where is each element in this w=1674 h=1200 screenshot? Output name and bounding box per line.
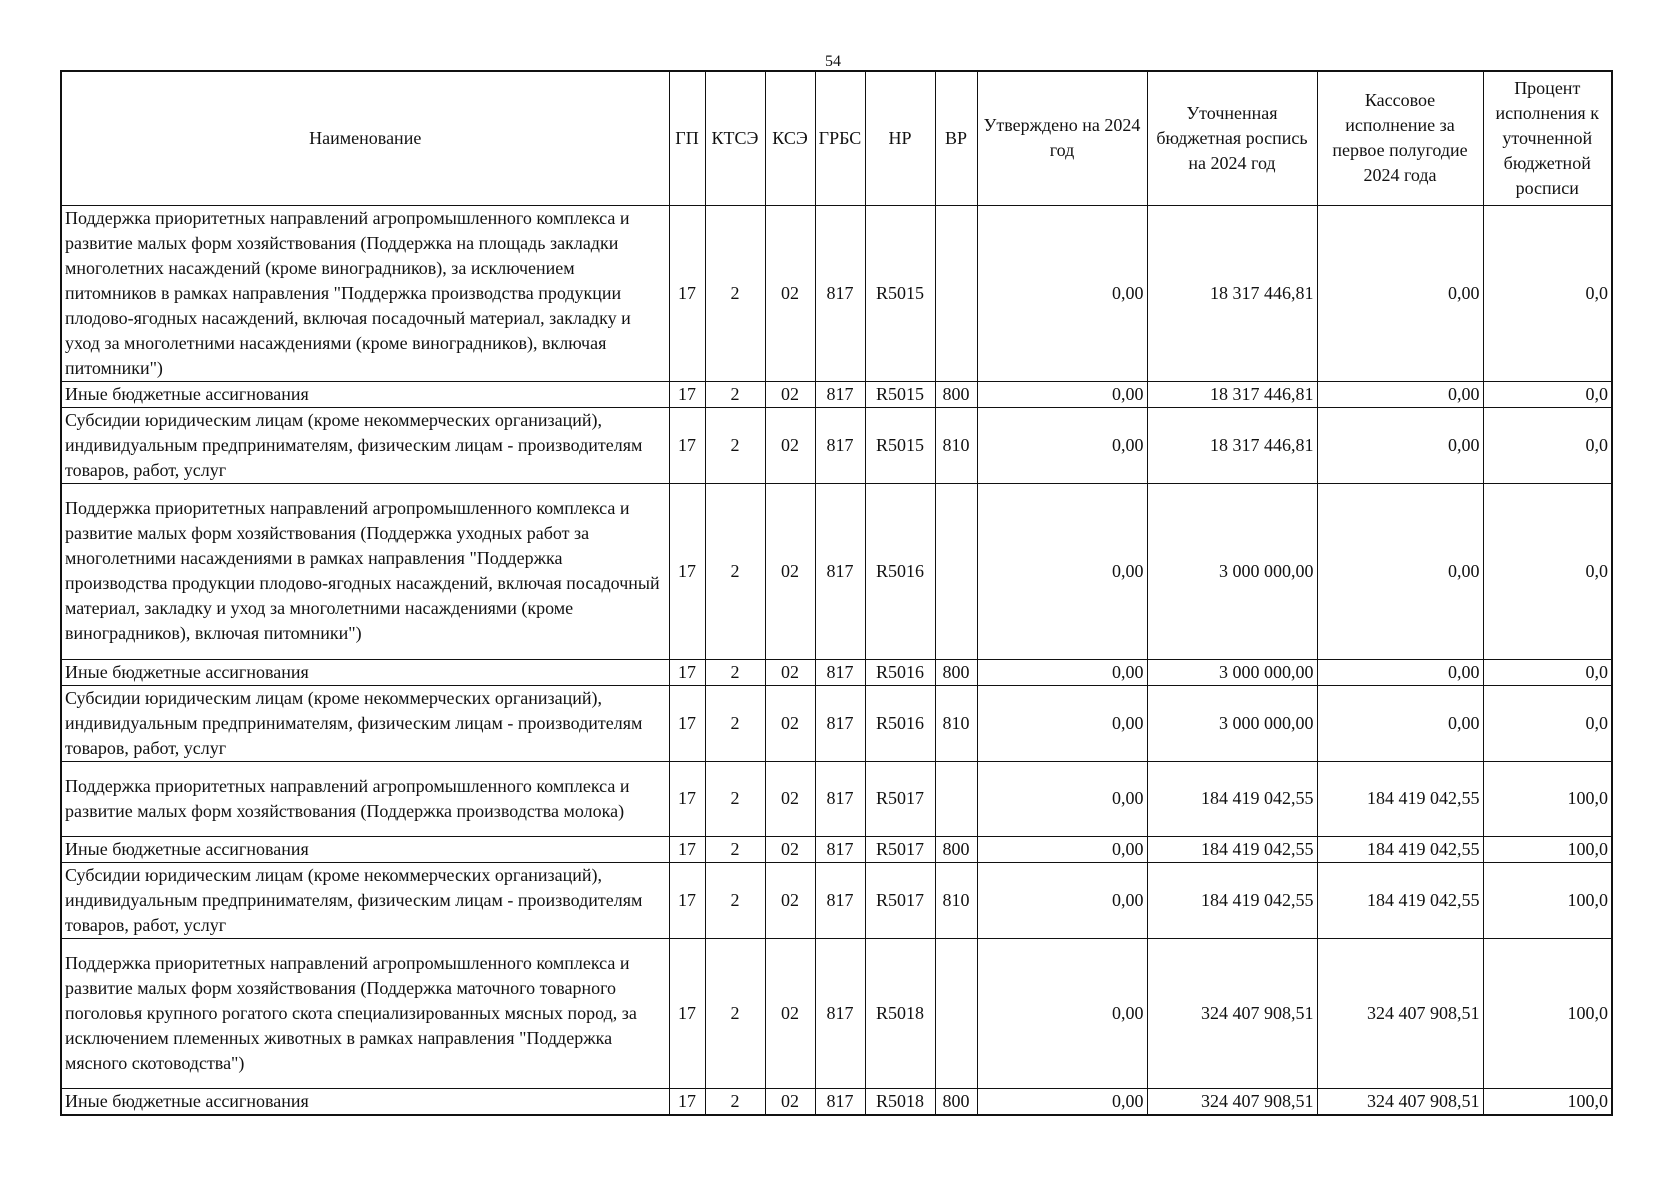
row-kse: 02 bbox=[765, 938, 815, 1088]
row-grbs: 817 bbox=[815, 483, 865, 659]
row-percent: 0,0 bbox=[1483, 659, 1612, 685]
row-approved: 0,00 bbox=[977, 205, 1147, 381]
row-vr bbox=[935, 205, 977, 381]
row-percent: 0,0 bbox=[1483, 407, 1612, 483]
budget-table bbox=[60, 70, 1613, 1116]
row-ktse: 2 bbox=[705, 381, 765, 407]
row-refined: 18 317 446,81 bbox=[1147, 407, 1317, 483]
row-refined: 3 000 000,00 bbox=[1147, 685, 1317, 761]
row-ktse: 2 bbox=[705, 1088, 765, 1115]
header-nr: НР bbox=[865, 71, 935, 205]
row-vr bbox=[935, 938, 977, 1088]
row-ktse: 2 bbox=[705, 407, 765, 483]
row-kse: 02 bbox=[765, 862, 815, 938]
row-nr: R5018 bbox=[865, 938, 935, 1088]
row-grbs: 817 bbox=[815, 836, 865, 862]
row-name: Субсидии юридическим лицам (кроме некоммерческих организаций), индивидуальным предпринимателям, физическим лицам - производителям товаров, работ, услуг bbox=[61, 862, 669, 938]
row-vr: 810 bbox=[935, 862, 977, 938]
row-nr: R5018 bbox=[865, 1088, 935, 1115]
row-cash: 184 419 042,55 bbox=[1317, 836, 1483, 862]
row-approved: 0,00 bbox=[977, 483, 1147, 659]
row-name: Субсидии юридическим лицам (кроме некоммерческих организаций), индивидуальным предпринимателям, физическим лицам - производителям товаров, работ, услуг bbox=[61, 685, 669, 761]
row-cash: 0,00 bbox=[1317, 205, 1483, 381]
table-row bbox=[61, 659, 1612, 685]
row-ktse: 2 bbox=[705, 862, 765, 938]
row-vr: 800 bbox=[935, 381, 977, 407]
row-name: Поддержка приоритетных направлений агропромышленного комплекса и развитие малых форм хозяйствования (Поддержка маточного товарного поголовья крупного рогатого скота специализированных мясных пород, за исключением племенных животных в рамках направления "Поддержка мясного скотоводства") bbox=[61, 938, 669, 1088]
header-ktse: КТСЭ bbox=[705, 71, 765, 205]
header-percent: Процент исполнения к уточненной бюджетной росписи bbox=[1483, 71, 1612, 205]
row-ktse: 2 bbox=[705, 938, 765, 1088]
header-grbs: ГРБС bbox=[815, 71, 865, 205]
row-nr: R5017 bbox=[865, 761, 935, 836]
row-kse: 02 bbox=[765, 407, 815, 483]
row-gp: 17 bbox=[669, 938, 705, 1088]
row-nr: R5017 bbox=[865, 836, 935, 862]
header-approved: Утверждено на 2024 год bbox=[977, 71, 1147, 205]
row-gp: 17 bbox=[669, 836, 705, 862]
row-gp: 17 bbox=[669, 659, 705, 685]
row-vr: 800 bbox=[935, 1088, 977, 1115]
row-grbs: 817 bbox=[815, 938, 865, 1088]
row-percent: 0,0 bbox=[1483, 205, 1612, 381]
row-name: Поддержка приоритетных направлений агропромышленного комплекса и развитие малых форм хозяйствования (Поддержка уходных работ за многолетними насаждениями в рамках направления "Поддержка производства продукции плодово-ягодных насаждений, включая посадочный материал, закладку и уход за многолетними насаждениями (кроме виноградников), включая питомники") bbox=[61, 483, 669, 659]
row-gp: 17 bbox=[669, 1088, 705, 1115]
row-cash: 184 419 042,55 bbox=[1317, 862, 1483, 938]
row-percent: 0,0 bbox=[1483, 483, 1612, 659]
row-approved: 0,00 bbox=[977, 836, 1147, 862]
row-grbs: 817 bbox=[815, 381, 865, 407]
row-grbs: 817 bbox=[815, 407, 865, 483]
row-cash: 0,00 bbox=[1317, 685, 1483, 761]
row-name: Поддержка приоритетных направлений агропромышленного комплекса и развитие малых форм хозяйствования (Поддержка на площадь закладки многолетних насаждений (кроме виноградников), за исключением питомников в рамках направления "Поддержка производства продукции плодово-ягодных насаждений, включая посадочный материал, закладку и уход за многолетними насаждениями (кроме виноградников), включая питомники") bbox=[61, 205, 669, 381]
row-percent: 100,0 bbox=[1483, 836, 1612, 862]
header-refined: Уточненная бюджетная роспись на 2024 год bbox=[1147, 71, 1317, 205]
table-row bbox=[61, 761, 1612, 836]
row-name: Иные бюджетные ассигнования bbox=[61, 1088, 669, 1115]
row-refined: 18 317 446,81 bbox=[1147, 205, 1317, 381]
row-gp: 17 bbox=[669, 761, 705, 836]
row-grbs: 817 bbox=[815, 761, 865, 836]
row-gp: 17 bbox=[669, 205, 705, 381]
row-name: Иные бюджетные ассигнования bbox=[61, 659, 669, 685]
row-cash: 0,00 bbox=[1317, 381, 1483, 407]
row-ktse: 2 bbox=[705, 685, 765, 761]
row-gp: 17 bbox=[669, 685, 705, 761]
row-gp: 17 bbox=[669, 407, 705, 483]
row-gp: 17 bbox=[669, 862, 705, 938]
row-kse: 02 bbox=[765, 685, 815, 761]
row-ktse: 2 bbox=[705, 205, 765, 381]
row-approved: 0,00 bbox=[977, 381, 1147, 407]
row-approved: 0,00 bbox=[977, 938, 1147, 1088]
page-number: 54 bbox=[825, 53, 841, 70]
table-header-row bbox=[61, 71, 1612, 205]
header-vr: ВР bbox=[935, 71, 977, 205]
row-approved: 0,00 bbox=[977, 659, 1147, 685]
row-approved: 0,00 bbox=[977, 1088, 1147, 1115]
row-percent: 0,0 bbox=[1483, 381, 1612, 407]
row-nr: R5015 bbox=[865, 407, 935, 483]
table-row bbox=[61, 685, 1612, 761]
row-kse: 02 bbox=[765, 761, 815, 836]
row-refined: 184 419 042,55 bbox=[1147, 862, 1317, 938]
row-nr: R5015 bbox=[865, 205, 935, 381]
row-percent: 100,0 bbox=[1483, 1088, 1612, 1115]
row-cash: 324 407 908,51 bbox=[1317, 938, 1483, 1088]
row-name: Иные бюджетные ассигнования bbox=[61, 836, 669, 862]
row-nr: R5016 bbox=[865, 483, 935, 659]
row-gp: 17 bbox=[669, 483, 705, 659]
row-kse: 02 bbox=[765, 483, 815, 659]
row-nr: R5016 bbox=[865, 659, 935, 685]
table-row bbox=[61, 862, 1612, 938]
row-cash: 0,00 bbox=[1317, 659, 1483, 685]
row-grbs: 817 bbox=[815, 1088, 865, 1115]
row-gp: 17 bbox=[669, 381, 705, 407]
row-approved: 0,00 bbox=[977, 407, 1147, 483]
row-vr bbox=[935, 761, 977, 836]
row-cash: 324 407 908,51 bbox=[1317, 1088, 1483, 1115]
row-kse: 02 bbox=[765, 381, 815, 407]
header-name: Наименование bbox=[61, 71, 669, 205]
row-refined: 324 407 908,51 bbox=[1147, 938, 1317, 1088]
row-kse: 02 bbox=[765, 659, 815, 685]
row-name: Субсидии юридическим лицам (кроме некоммерческих организаций), индивидуальным предпринимателям, физическим лицам - производителям товаров, работ, услуг bbox=[61, 407, 669, 483]
row-grbs: 817 bbox=[815, 205, 865, 381]
row-ktse: 2 bbox=[705, 761, 765, 836]
row-ktse: 2 bbox=[705, 483, 765, 659]
row-kse: 02 bbox=[765, 205, 815, 381]
table-row bbox=[61, 483, 1612, 659]
row-refined: 184 419 042,55 bbox=[1147, 836, 1317, 862]
row-vr bbox=[935, 483, 977, 659]
row-refined: 3 000 000,00 bbox=[1147, 659, 1317, 685]
header-gp: ГП bbox=[669, 71, 705, 205]
table-row bbox=[61, 407, 1612, 483]
row-kse: 02 bbox=[765, 1088, 815, 1115]
row-percent: 100,0 bbox=[1483, 761, 1612, 836]
header-kse: КСЭ bbox=[765, 71, 815, 205]
row-vr: 800 bbox=[935, 659, 977, 685]
row-name: Иные бюджетные ассигнования bbox=[61, 381, 669, 407]
row-grbs: 817 bbox=[815, 862, 865, 938]
row-refined: 184 419 042,55 bbox=[1147, 761, 1317, 836]
row-refined: 324 407 908,51 bbox=[1147, 1088, 1317, 1115]
row-vr: 800 bbox=[935, 836, 977, 862]
row-refined: 3 000 000,00 bbox=[1147, 483, 1317, 659]
row-cash: 0,00 bbox=[1317, 483, 1483, 659]
table-row bbox=[61, 1088, 1612, 1115]
row-approved: 0,00 bbox=[977, 862, 1147, 938]
row-vr: 810 bbox=[935, 685, 977, 761]
table-row bbox=[61, 205, 1612, 381]
table-row bbox=[61, 836, 1612, 862]
table-row bbox=[61, 938, 1612, 1088]
row-percent: 100,0 bbox=[1483, 938, 1612, 1088]
row-nr: R5015 bbox=[865, 381, 935, 407]
row-name: Поддержка приоритетных направлений агропромышленного комплекса и развитие малых форм хозяйствования (Поддержка производства молока) bbox=[61, 761, 669, 836]
row-ktse: 2 bbox=[705, 836, 765, 862]
row-approved: 0,00 bbox=[977, 685, 1147, 761]
row-percent: 0,0 bbox=[1483, 685, 1612, 761]
header-cash: Кассовое исполнение за первое полугодие 2024 года bbox=[1317, 71, 1483, 205]
row-refined: 18 317 446,81 bbox=[1147, 381, 1317, 407]
row-percent: 100,0 bbox=[1483, 862, 1612, 938]
row-cash: 0,00 bbox=[1317, 407, 1483, 483]
row-approved: 0,00 bbox=[977, 761, 1147, 836]
row-vr: 810 bbox=[935, 407, 977, 483]
row-kse: 02 bbox=[765, 836, 815, 862]
row-grbs: 817 bbox=[815, 659, 865, 685]
row-ktse: 2 bbox=[705, 659, 765, 685]
row-nr: R5017 bbox=[865, 862, 935, 938]
row-nr: R5016 bbox=[865, 685, 935, 761]
table-row bbox=[61, 381, 1612, 407]
row-cash: 184 419 042,55 bbox=[1317, 761, 1483, 836]
row-grbs: 817 bbox=[815, 685, 865, 761]
